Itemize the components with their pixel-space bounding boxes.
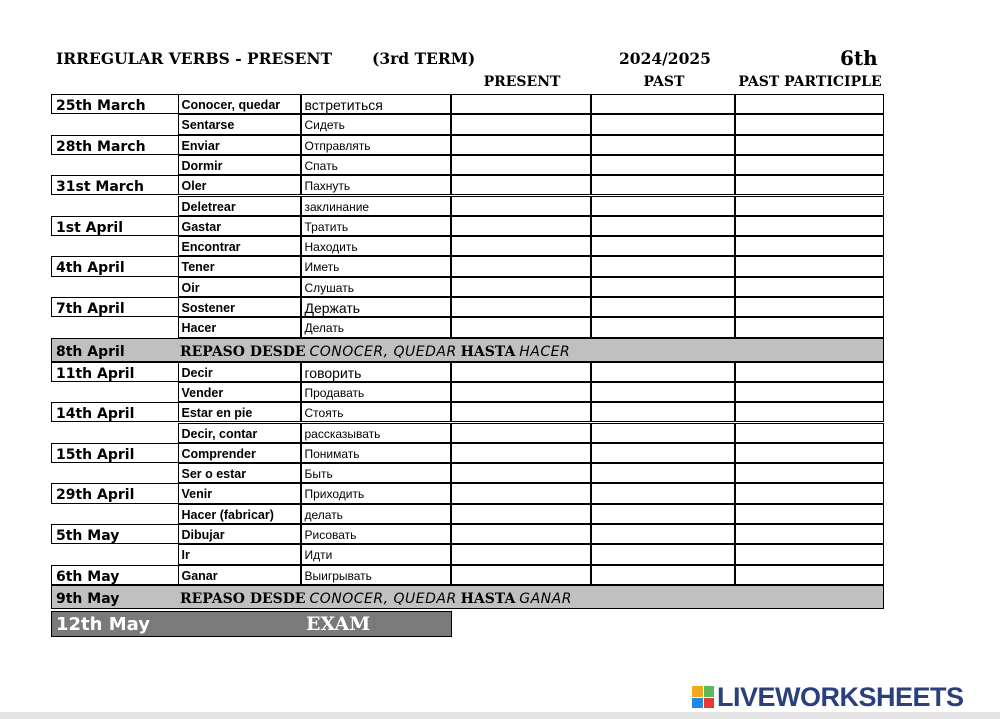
present-answer-cell[interactable] xyxy=(451,297,591,317)
date-cell xyxy=(51,317,178,337)
review-date: 9th May xyxy=(56,590,120,607)
logo-square-blue xyxy=(692,698,703,709)
present-answer-cell[interactable] xyxy=(451,483,591,503)
past-answer-cell[interactable] xyxy=(591,565,735,585)
date-cell xyxy=(51,423,178,443)
past-answer-cell[interactable] xyxy=(591,483,735,503)
date-cell: 15th April xyxy=(51,443,178,463)
date-cell: 4th April xyxy=(51,256,178,276)
past-answer-cell[interactable] xyxy=(591,155,735,175)
verb-cell: Venir xyxy=(178,483,301,503)
past-answer-cell[interactable] xyxy=(591,256,735,276)
translation-cell: Быть xyxy=(301,463,451,483)
translation-cell: Стоять xyxy=(301,402,451,422)
table-row xyxy=(51,544,884,564)
date-cell: 5th May xyxy=(51,524,178,544)
past-answer-cell[interactable] xyxy=(591,382,735,402)
past-answer-cell[interactable] xyxy=(591,317,735,337)
past-participle-answer-cell[interactable] xyxy=(735,382,884,402)
table-row xyxy=(51,524,884,544)
column-header-past-participle: PAST PARTICIPLE xyxy=(738,74,882,90)
present-answer-cell[interactable] xyxy=(451,236,591,256)
present-answer-cell[interactable] xyxy=(451,114,591,134)
review-prefix: REPASO DESDE xyxy=(180,590,306,607)
past-answer-cell[interactable] xyxy=(591,504,735,524)
date-cell xyxy=(51,463,178,483)
liveworksheets-icon xyxy=(692,686,714,708)
review-to: HACER xyxy=(519,343,571,360)
verb-cell: Oir xyxy=(178,277,301,297)
review-row xyxy=(51,585,884,609)
date-cell xyxy=(51,236,178,256)
translation-cell: Идти xyxy=(301,544,451,564)
present-answer-cell[interactable] xyxy=(451,196,591,216)
review-to: GANAR xyxy=(519,590,572,607)
translation-cell: Находить xyxy=(301,236,451,256)
translation-cell: заклинание xyxy=(301,196,451,216)
verb-cell: Sentarse xyxy=(178,114,301,134)
past-answer-cell[interactable] xyxy=(591,236,735,256)
table-row xyxy=(51,297,884,317)
past-participle-answer-cell[interactable] xyxy=(735,236,884,256)
logo-square-green xyxy=(704,686,715,697)
header-grade: 6th xyxy=(840,46,878,70)
present-answer-cell[interactable] xyxy=(451,504,591,524)
table-row xyxy=(51,423,884,443)
past-participle-answer-cell[interactable] xyxy=(735,216,884,236)
verb-cell: Vender xyxy=(178,382,301,402)
present-answer-cell[interactable] xyxy=(451,94,591,114)
table-row xyxy=(51,94,884,114)
past-participle-answer-cell[interactable] xyxy=(735,114,884,134)
table-row xyxy=(51,504,884,524)
present-answer-cell[interactable] xyxy=(451,463,591,483)
past-participle-answer-cell[interactable] xyxy=(735,256,884,276)
present-answer-cell[interactable] xyxy=(451,382,591,402)
date-cell xyxy=(51,114,178,134)
verb-cell: Ir xyxy=(178,544,301,564)
translation-cell: Пахнуть xyxy=(301,175,451,195)
translation-cell: Понимать xyxy=(301,443,451,463)
bottom-bar xyxy=(0,712,1000,719)
date-cell: 14th April xyxy=(51,402,178,422)
review-from: CONOCER, QUEDAR xyxy=(309,343,457,360)
past-answer-cell[interactable] xyxy=(591,297,735,317)
translation-cell: говорить xyxy=(301,362,451,382)
past-participle-answer-cell[interactable] xyxy=(735,483,884,503)
verb-cell: Comprender xyxy=(178,443,301,463)
past-answer-cell[interactable] xyxy=(591,443,735,463)
verb-cell: Enviar xyxy=(178,135,301,155)
review-prefix: REPASO DESDE xyxy=(180,343,306,360)
date-cell: 31st March xyxy=(51,175,178,195)
date-cell: 1st April xyxy=(51,216,178,236)
translation-cell: Спать xyxy=(301,155,451,175)
date-cell: 11th April xyxy=(51,362,178,382)
verb-cell: Oler xyxy=(178,175,301,195)
verb-cell: Ganar xyxy=(178,565,301,585)
translation-cell: Делать xyxy=(301,317,451,337)
table-row xyxy=(51,175,884,195)
logo-square-red xyxy=(704,698,715,709)
past-answer-cell[interactable] xyxy=(591,114,735,134)
verb-cell: Encontrar xyxy=(178,236,301,256)
date-cell xyxy=(51,277,178,297)
translation-cell: Отправлять xyxy=(301,135,451,155)
table-row xyxy=(51,216,884,236)
present-answer-cell[interactable] xyxy=(451,362,591,382)
present-answer-cell[interactable] xyxy=(451,135,591,155)
date-cell xyxy=(51,504,178,524)
past-participle-answer-cell[interactable] xyxy=(735,175,884,195)
past-answer-cell[interactable] xyxy=(591,277,735,297)
translation-cell: Слушать xyxy=(301,277,451,297)
date-cell: 28th March xyxy=(51,135,178,155)
translation-cell: Продавать xyxy=(301,382,451,402)
review-text xyxy=(180,590,572,607)
review-row xyxy=(51,338,884,362)
past-participle-answer-cell[interactable] xyxy=(735,277,884,297)
column-header-present: PRESENT xyxy=(483,74,561,90)
present-answer-cell[interactable] xyxy=(451,175,591,195)
verb-cell: Ser o estar xyxy=(178,463,301,483)
review-mid: HASTA xyxy=(460,590,516,607)
past-answer-cell[interactable] xyxy=(591,216,735,236)
verb-cell: Tener xyxy=(178,256,301,276)
past-participle-answer-cell[interactable] xyxy=(735,463,884,483)
table-row xyxy=(51,565,884,585)
translation-cell: рассказывать xyxy=(301,423,451,443)
present-answer-cell[interactable] xyxy=(451,443,591,463)
past-participle-answer-cell[interactable] xyxy=(735,402,884,422)
table-row xyxy=(51,483,884,503)
verb-cell: Hacer xyxy=(178,317,301,337)
past-participle-answer-cell[interactable] xyxy=(735,443,884,463)
past-answer-cell[interactable] xyxy=(591,94,735,114)
logo-square-yellow xyxy=(692,686,703,697)
date-cell xyxy=(51,155,178,175)
past-answer-cell[interactable] xyxy=(591,196,735,216)
liveworksheets-wordmark: LIVEWORKSHEETS xyxy=(717,681,964,712)
verb-cell: Estar en pie xyxy=(178,402,301,422)
past-participle-answer-cell[interactable] xyxy=(735,423,884,443)
date-cell xyxy=(51,196,178,216)
past-participle-answer-cell[interactable] xyxy=(735,504,884,524)
past-participle-answer-cell[interactable] xyxy=(735,544,884,564)
table-row xyxy=(51,362,884,382)
translation-cell: встретиться xyxy=(301,94,451,114)
header-title: IRREGULAR VERBS - PRESENT xyxy=(56,49,333,68)
past-answer-cell[interactable] xyxy=(591,135,735,155)
translation-cell: Держать xyxy=(301,297,451,317)
date-cell xyxy=(51,382,178,402)
table-row xyxy=(51,256,884,276)
header-year: 2024/2025 xyxy=(619,49,711,68)
verb-cell: Gastar xyxy=(178,216,301,236)
translation-cell: Приходить xyxy=(301,483,451,503)
past-answer-cell[interactable] xyxy=(591,175,735,195)
verb-cell: Sostener xyxy=(178,297,301,317)
date-cell: 29th April xyxy=(51,483,178,503)
past-answer-cell[interactable] xyxy=(591,423,735,443)
past-participle-answer-cell[interactable] xyxy=(735,135,884,155)
exam-date: 12th May xyxy=(56,613,150,635)
present-answer-cell[interactable] xyxy=(451,524,591,544)
past-participle-answer-cell[interactable] xyxy=(735,317,884,337)
past-answer-cell[interactable] xyxy=(591,402,735,422)
present-answer-cell[interactable] xyxy=(451,565,591,585)
table-row xyxy=(51,236,884,256)
translation-cell: Рисовать xyxy=(301,524,451,544)
past-participle-answer-cell[interactable] xyxy=(735,362,884,382)
date-cell: 6th May xyxy=(51,565,178,585)
table-row xyxy=(51,402,884,422)
verb-cell: Dormir xyxy=(178,155,301,175)
present-answer-cell[interactable] xyxy=(451,544,591,564)
past-answer-cell[interactable] xyxy=(591,362,735,382)
translation-cell: Тратить xyxy=(301,216,451,236)
translation-cell: Выигрывать xyxy=(301,565,451,585)
table-row xyxy=(51,135,884,155)
present-answer-cell[interactable] xyxy=(451,155,591,175)
exam-label: EXAM xyxy=(306,612,371,635)
past-answer-cell[interactable] xyxy=(591,463,735,483)
verb-cell: Hacer (fabricar) xyxy=(178,504,301,524)
header-term: (3rd TERM) xyxy=(372,49,476,68)
date-cell: 7th April xyxy=(51,297,178,317)
present-answer-cell[interactable] xyxy=(451,277,591,297)
verb-cell: Decir, contar xyxy=(178,423,301,443)
review-from: CONOCER, QUEDAR xyxy=(309,590,457,607)
verb-cell: Decir xyxy=(178,362,301,382)
date-cell xyxy=(51,544,178,564)
present-answer-cell[interactable] xyxy=(451,216,591,236)
verb-cell: Dibujar xyxy=(178,524,301,544)
present-answer-cell[interactable] xyxy=(451,402,591,422)
translation-cell: Сидеть xyxy=(301,114,451,134)
table-row xyxy=(51,382,884,402)
verb-table xyxy=(51,94,884,640)
table-row xyxy=(51,114,884,134)
exam-row xyxy=(51,611,452,637)
past-participle-answer-cell[interactable] xyxy=(735,297,884,317)
present-answer-cell[interactable] xyxy=(451,423,591,443)
table-row xyxy=(51,317,884,337)
past-participle-answer-cell[interactable] xyxy=(735,155,884,175)
table-row xyxy=(51,196,884,216)
date-cell: 25th March xyxy=(51,94,178,114)
past-participle-answer-cell[interactable] xyxy=(735,524,884,544)
table-row xyxy=(51,155,884,175)
verb-cell: Conocer, quedar xyxy=(178,94,301,114)
past-participle-answer-cell[interactable] xyxy=(735,196,884,216)
present-answer-cell[interactable] xyxy=(451,317,591,337)
past-participle-answer-cell[interactable] xyxy=(735,565,884,585)
past-answer-cell[interactable] xyxy=(591,524,735,544)
present-answer-cell[interactable] xyxy=(451,256,591,276)
translation-cell: Иметь xyxy=(301,256,451,276)
table-row xyxy=(51,443,884,463)
past-answer-cell[interactable] xyxy=(591,544,735,564)
verb-cell: Deletrear xyxy=(178,196,301,216)
past-participle-answer-cell[interactable] xyxy=(735,94,884,114)
liveworksheets-logo xyxy=(692,683,964,711)
review-date: 8th April xyxy=(56,343,125,360)
table-row xyxy=(51,463,884,483)
column-header-past: PAST xyxy=(643,74,685,90)
review-mid: HASTA xyxy=(460,343,516,360)
translation-cell: делать xyxy=(301,504,451,524)
review-text xyxy=(180,343,570,360)
table-row xyxy=(51,277,884,297)
